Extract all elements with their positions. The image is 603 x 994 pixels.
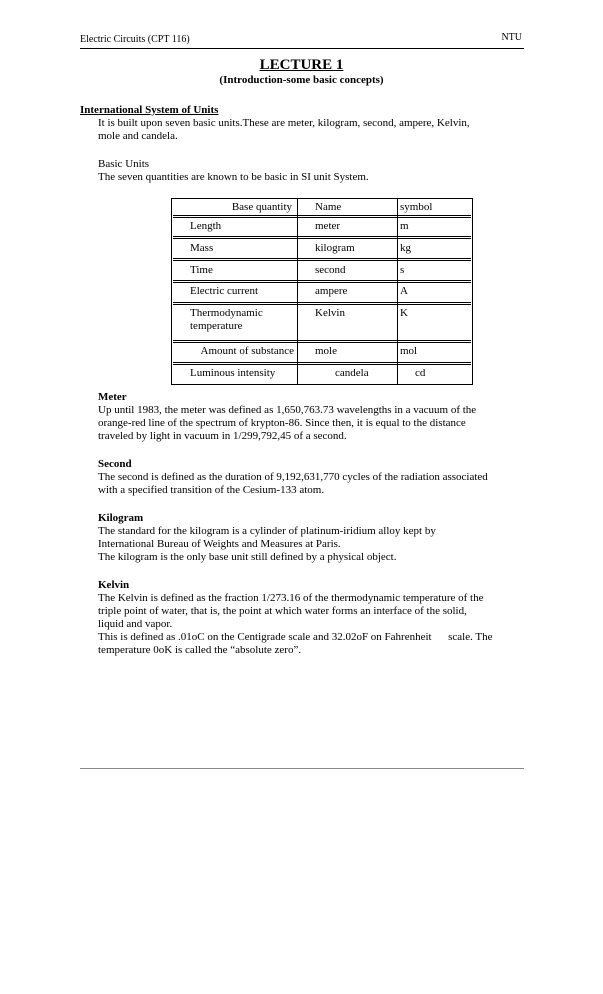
page-header: [80, 34, 524, 49]
table-cell-name: ampere: [315, 285, 348, 297]
table-cell-quantity: Electric current: [190, 285, 259, 297]
table-cell-name: kilogram: [315, 242, 355, 254]
table-cell-quantity: Amount of substance: [200, 345, 294, 357]
table-cell-symbol: s: [400, 264, 405, 276]
second-line-1: The second is defined as the duration of 9,192,631,770 cycles of the radiation associated: [98, 471, 488, 483]
basic-units-heading: Basic Units: [98, 158, 150, 170]
table-cell-name: candela: [335, 367, 369, 379]
table-cell-symbol: m: [400, 220, 409, 232]
table-row-divider: [173, 215, 471, 218]
kilogram-line-1: The standard for the kilogram is a cylinder of platinum-iridium alloy kept by: [98, 525, 436, 537]
meter-heading: Meter: [98, 391, 127, 403]
table-cell-quantity: Thermodynamic: [190, 307, 263, 319]
kelvin-line-3: liquid and vapor.: [98, 618, 173, 630]
meter-line-1: Up until 1983, the meter was defined as 1,650,763.73 wavelengths in a vacuum of the: [98, 404, 477, 416]
table-row-divider: [173, 236, 471, 239]
second-heading: Second: [98, 458, 132, 470]
institution-name: NTU: [501, 32, 522, 43]
table-cell-symbol: mol: [400, 345, 418, 357]
table-column-divider: [297, 199, 298, 384]
table-row-divider: [173, 362, 471, 365]
kilogram-heading: Kilogram: [98, 512, 144, 524]
si-line-2: mole and candela.: [98, 130, 178, 142]
table-cell-name: second: [315, 264, 346, 276]
table-column-divider: [397, 199, 398, 384]
table-cell-quantity: Length: [190, 220, 222, 232]
kilogram-line-2: International Bureau of Weights and Measures at Paris.: [98, 538, 341, 550]
basic-units-line-1: The seven quantities are known to be basic in SI unit System.: [98, 171, 369, 183]
table-row-divider: [173, 258, 471, 261]
table-cell-quantity: Mass: [190, 242, 214, 254]
second-line-2: with a specified transition of the Cesium-133 atom.: [98, 484, 325, 496]
table-cell-symbol: kg: [400, 242, 411, 254]
kelvin-heading: Kelvin: [98, 579, 130, 591]
kelvin-line-5: temperature 0oK is called the “absolute zero”.: [98, 644, 302, 656]
table-cell-symbol: K: [400, 307, 408, 319]
course-name: Electric Circuits (CPT 116): [80, 34, 190, 45]
table-row-divider: [173, 340, 471, 343]
table-header-quantity: Base quantity: [231, 201, 292, 213]
table-cell-symbol: A: [400, 285, 408, 297]
page-bottom-rule: [80, 768, 524, 769]
kelvin-line-4: This is defined as .01oC on the Centigrade scale and 32.02oF on Fahrenheit scale. The: [98, 631, 493, 643]
si-heading: International System of Units: [80, 104, 219, 116]
kilogram-line-3: The kilogram is the only base unit still defined by a physical object.: [98, 551, 397, 563]
lecture-subtitle: (Introduction-some basic concepts): [219, 74, 384, 86]
lecture-title: LECTURE 1: [259, 57, 344, 73]
table-header-symbol: symbol: [400, 201, 433, 213]
table-cell-name: meter: [315, 220, 341, 232]
si-line-1: It is built upon seven basic units.These are meter, kilogram, second, ampere, Kelvin,: [98, 117, 470, 129]
table-cell-symbol: cd: [415, 367, 426, 379]
table-row-divider: [173, 302, 471, 305]
si-units-table: [171, 198, 473, 385]
kelvin-line-2: triple point of water, that is, the point at which water forms an interface of the solid,: [98, 605, 467, 617]
meter-line-2: orange-red line of the spectrum of krypton-86. Since then, it is equal to the distance: [98, 417, 466, 429]
table-header-name: Name: [315, 201, 342, 213]
table-cell-name: mole: [315, 345, 337, 357]
table-cell-quantity-line-2: temperature: [190, 320, 243, 332]
table-cell-quantity: Luminous intensity: [190, 367, 276, 379]
table-cell-quantity: Time: [190, 264, 213, 276]
meter-line-3: traveled by light in vacuum in 1/299,792,45 of a second.: [98, 430, 347, 442]
table-row-divider: [173, 280, 471, 283]
table-cell-name: Kelvin: [315, 307, 345, 319]
kelvin-line-1: The Kelvin is defined as the fraction 1/273.16 of the thermodynamic temperature of the: [98, 592, 484, 604]
